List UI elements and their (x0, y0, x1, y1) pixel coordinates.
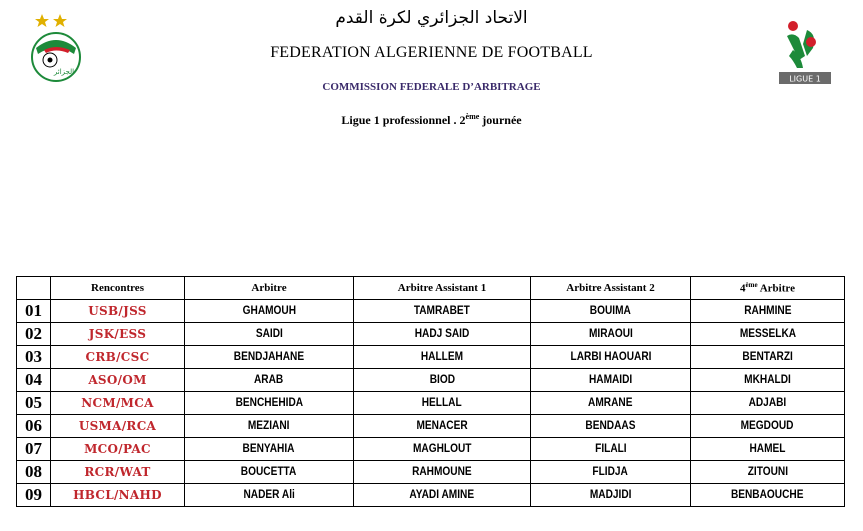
fourth-official-name (691, 392, 845, 415)
referee-name-text: BENYAHIA (243, 443, 295, 455)
fourth-official-name (691, 484, 845, 507)
match-fixture: JSK/ESS (51, 323, 185, 346)
referee-name (185, 415, 354, 438)
header-referee: Arbitre (185, 277, 354, 300)
referee-name-text: BENDJAHANE (233, 351, 305, 363)
table-row (17, 392, 845, 415)
row-number: 08 (17, 461, 51, 484)
assistant2-name-text: FILALI (594, 443, 627, 455)
header-assistant2: Arbitre Assistant 2 (531, 277, 691, 300)
assistant1-name-text: HADJ SAID (414, 328, 470, 340)
assistant1-name-text: HELLAL (422, 397, 462, 409)
fourth-official-name (691, 369, 845, 392)
assistant1-name (354, 415, 531, 438)
fourth-official-name-text: BENBAOUCHE (731, 489, 804, 501)
referee-name (185, 300, 354, 323)
assistant1-name-text: MAGHLOUT (412, 443, 472, 455)
header-fourth-sup: ème (745, 281, 758, 290)
table-header-row (17, 277, 845, 300)
assistant1-name (354, 484, 531, 507)
match-fixture: MCO/PAC (51, 438, 185, 461)
assistant2-name (531, 323, 691, 346)
assistant2-name (531, 415, 691, 438)
referee-assignments-table (16, 276, 845, 507)
assistant1-name-text: BIOD (429, 374, 455, 386)
round-subtitle (0, 112, 863, 128)
row-number: 09 (17, 484, 51, 507)
referee-name (185, 323, 354, 346)
table-row (17, 461, 845, 484)
table-row (17, 415, 845, 438)
assistant2-name-text: FLIDJA (592, 466, 629, 478)
table-row (17, 484, 845, 507)
fourth-official-name-text: ADJABI (748, 397, 787, 409)
assistant2-name-text: BOUIMA (589, 305, 632, 317)
assistant1-name (354, 369, 531, 392)
assistant2-name-text: MIRAOUI (588, 328, 633, 340)
match-fixture: RCR/WAT (51, 461, 185, 484)
referee-name-text: ARAB (254, 374, 284, 386)
table-row (17, 323, 845, 346)
fourth-official-name-text: BENTARZI (742, 351, 793, 363)
match-fixture: USB/JSS (51, 300, 185, 323)
fourth-official-name (691, 415, 845, 438)
header-fourth-suffix: Arbitre (757, 282, 795, 295)
assistant1-name (354, 346, 531, 369)
table-row (17, 369, 845, 392)
referee-name (185, 484, 354, 507)
assistant1-name-text: HALLEM (420, 351, 464, 363)
row-number: 07 (17, 438, 51, 461)
fourth-official-name-text: HAMEL (749, 443, 786, 455)
referee-name-text: GHAMOUH (242, 305, 296, 317)
fourth-official-name-text: ZITOUNI (747, 466, 788, 478)
match-fixture: USMA/RCA (51, 415, 185, 438)
row-number: 02 (17, 323, 51, 346)
table-row (17, 438, 845, 461)
assistant2-name-text: AMRANE (588, 397, 633, 409)
referee-name (185, 369, 354, 392)
referee-name (185, 392, 354, 415)
round-prefix: Ligue 1 professionnel . 2 (341, 113, 466, 127)
arabic-federation-title: الاتحاد الجزائري لكرة القدم (335, 8, 528, 28)
assistant1-name (354, 438, 531, 461)
referee-name-text: SAIDI (255, 328, 283, 340)
assistant2-name (531, 369, 691, 392)
fourth-official-name (691, 438, 845, 461)
match-fixture: NCM/MCA (51, 392, 185, 415)
header-assistant1: Arbitre Assistant 1 (354, 277, 531, 300)
header-fourth-official (691, 277, 845, 300)
assistant1-name-text: MENACER (416, 420, 468, 432)
commission-title: COMMISSION FEDERALE D’ARBITRAGE (322, 81, 541, 93)
assistant1-name (354, 323, 531, 346)
assistant2-name (531, 346, 691, 369)
assistant2-name (531, 300, 691, 323)
assistant1-name (354, 392, 531, 415)
assistant2-name-text: LARBI HAOUARI (570, 351, 651, 363)
referee-name (185, 438, 354, 461)
match-fixture: CRB/CSC (51, 346, 185, 369)
referee-name-text: MEZIANI (248, 420, 290, 432)
round-suffix: journée (479, 113, 522, 127)
assistant2-name (531, 484, 691, 507)
assistant2-name (531, 392, 691, 415)
row-number: 05 (17, 392, 51, 415)
row-number: 01 (17, 300, 51, 323)
fourth-official-name (691, 300, 845, 323)
fourth-official-name-text: MEGDOUD (741, 420, 794, 432)
table-row (17, 346, 845, 369)
assistant2-name-text: BENDAAS (585, 420, 636, 432)
assistant1-name (354, 461, 531, 484)
fourth-official-name-text: MESSELKA (739, 328, 796, 340)
assistant1-name-text: AYADI AMINE (409, 489, 475, 501)
referee-name-text: BOUCETTA (241, 466, 297, 478)
fourth-official-name (691, 346, 845, 369)
row-number: 03 (17, 346, 51, 369)
assistant2-name-text: HAMAIDI (588, 374, 633, 386)
assistant1-name (354, 300, 531, 323)
referee-name-text: NADER Ali (243, 489, 295, 501)
table-row (17, 300, 845, 323)
header-matches: Rencontres (51, 277, 185, 300)
row-number: 04 (17, 369, 51, 392)
round-sup: ème (465, 112, 480, 121)
header-fourth-prefix: 4 (740, 282, 746, 295)
fourth-official-name (691, 461, 845, 484)
header-number (17, 277, 51, 300)
assistant2-name-text: MADJIDI (589, 489, 632, 501)
referee-name-text: BENCHEHIDA (235, 397, 303, 409)
assistant2-name (531, 461, 691, 484)
faf-logo-text: الجزائر (53, 68, 75, 76)
match-fixture: ASO/OM (51, 369, 185, 392)
federation-title: FEDERATION ALGERIENNE DE FOOTBALL (270, 44, 593, 61)
ligue1-logo-text: LIGUE 1 (789, 74, 821, 84)
fourth-official-name-text: RAHMINE (743, 305, 792, 317)
row-number: 06 (17, 415, 51, 438)
assistant2-name (531, 438, 691, 461)
assistant1-name-text: TAMRABET (413, 305, 471, 317)
fourth-official-name (691, 323, 845, 346)
referee-name (185, 461, 354, 484)
assistant1-name-text: RAHMOUNE (412, 466, 472, 478)
referee-name (185, 346, 354, 369)
match-fixture: HBCL/NAHD (51, 484, 185, 507)
fourth-official-name-text: MKHALDI (744, 374, 791, 386)
